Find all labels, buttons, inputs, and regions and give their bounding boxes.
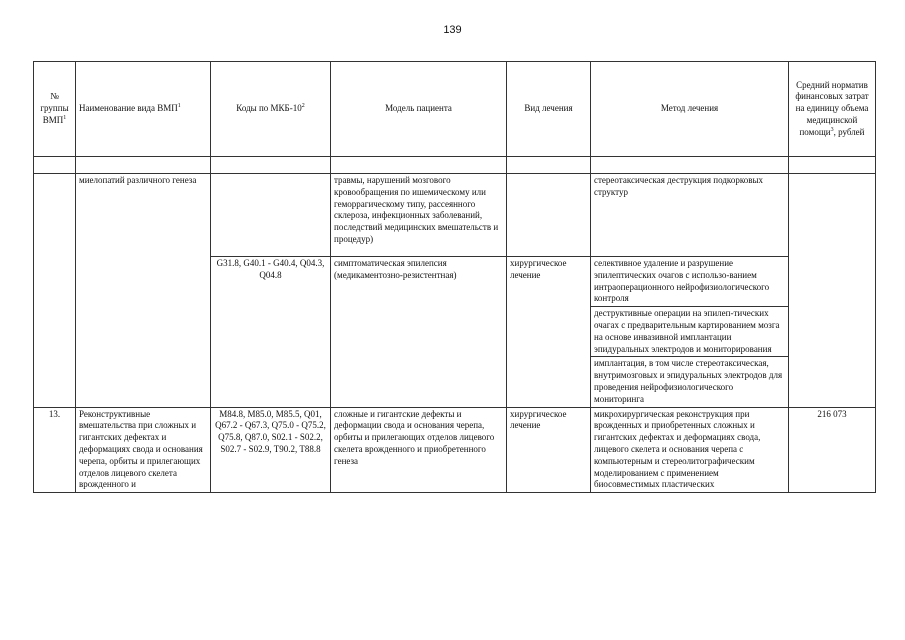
header-group-no: № группы ВМП$^1$	[34, 62, 76, 157]
page-number: 139	[443, 24, 462, 36]
table-row	[34, 174, 876, 257]
cell-treatment-type: хирургическое лечение	[507, 257, 591, 408]
cell-patient-model: симптоматическая эпилепсия (медикаментозно-резистентная)	[331, 257, 507, 408]
cell-mkb-codes	[211, 174, 331, 257]
cell-treatment-method: стереотаксическая деструкция подкорковых структур	[591, 174, 789, 257]
cell-cost-standard: 216 073	[789, 407, 876, 493]
cell-group-no	[34, 174, 76, 408]
cell-patient-model: травмы, нарушений мозгового кровообращения по ишемическому или геморрагическому типу, рассеянного склероза, инфекционных заболеваний, последствий медицинских вмешательств и процедур)	[331, 174, 507, 257]
header-treatment-method: Метод лечения	[591, 62, 789, 157]
header-cost-standard: Средний норматив финансовых затрат на единицу объема медицинской помощи$^3$, рублей	[789, 62, 876, 157]
cell-treatment-type: хирургическое лечение	[507, 407, 591, 493]
cell-vmp-name: миелопатий различного генеза	[76, 174, 211, 408]
cell-vmp-name: Реконструктивные вмешательства при сложных и гигантских дефектах и деформациях свода и основания черепа, орбиты и прилегающих отделов лицевого скелета врожденного и	[76, 407, 211, 493]
cell-mkb-codes: G31.8, G40.1 - G40.4, Q04.3, Q04.8	[211, 257, 331, 408]
header-vmp-name: Наименование вида ВМП$^1$	[76, 62, 211, 157]
vmp-table	[33, 61, 876, 493]
cell-treatment-method: деструктивные операции на эпилеп-тических очагах с предварительным картированием мозга на основе инвазивной имплантации эпидуральных электродов и мониторирования	[591, 307, 789, 357]
header-mkb-codes: Коды по МКБ-$10^2$	[211, 62, 331, 157]
header-patient-model: Модель пациента	[331, 62, 507, 157]
header-row	[34, 62, 876, 157]
cell-treatment-method: селективное удаление и разрушение эпилептических очагов с использо-ванием интраоперационного нейрофизиологического контроля	[591, 257, 789, 307]
cell-mkb-codes: M84.8, M85.0, M85.5, Q01, Q67.2 - Q67.3, Q75.0 - Q75.2, Q75.8, Q87.0, S02.1 - S02.2, S02.7 - S02.9, T90.2, T88.8	[211, 407, 331, 493]
table-row	[34, 407, 876, 493]
spacer-row	[34, 157, 876, 174]
cell-patient-model: сложные и гигантские дефекты и деформации свода и основания черепа, орбиты и прилегающих отделов лицевого скелета врожденного и приобретенного генеза	[331, 407, 507, 493]
cell-treatment-method: микрохирургическая реконструкция при врожденных и приобретенных сложных и гигантских дефектах и деформациях свода, лицевого скелета и основания черепа с компьютерным и стереолитографическим моделированием с применением биосовместимых пластических	[591, 407, 789, 493]
cell-group-no: 13.	[34, 407, 76, 493]
cell-treatment-method: имплантация, в том числе стереотаксическая, внутримозговых и эпидуральных электродов для проведения нейрофизиологического мониторинга	[591, 357, 789, 407]
cell-treatment-type	[507, 174, 591, 257]
cell-cost-standard	[789, 174, 876, 408]
header-treatment-type: Вид лечения	[507, 62, 591, 157]
